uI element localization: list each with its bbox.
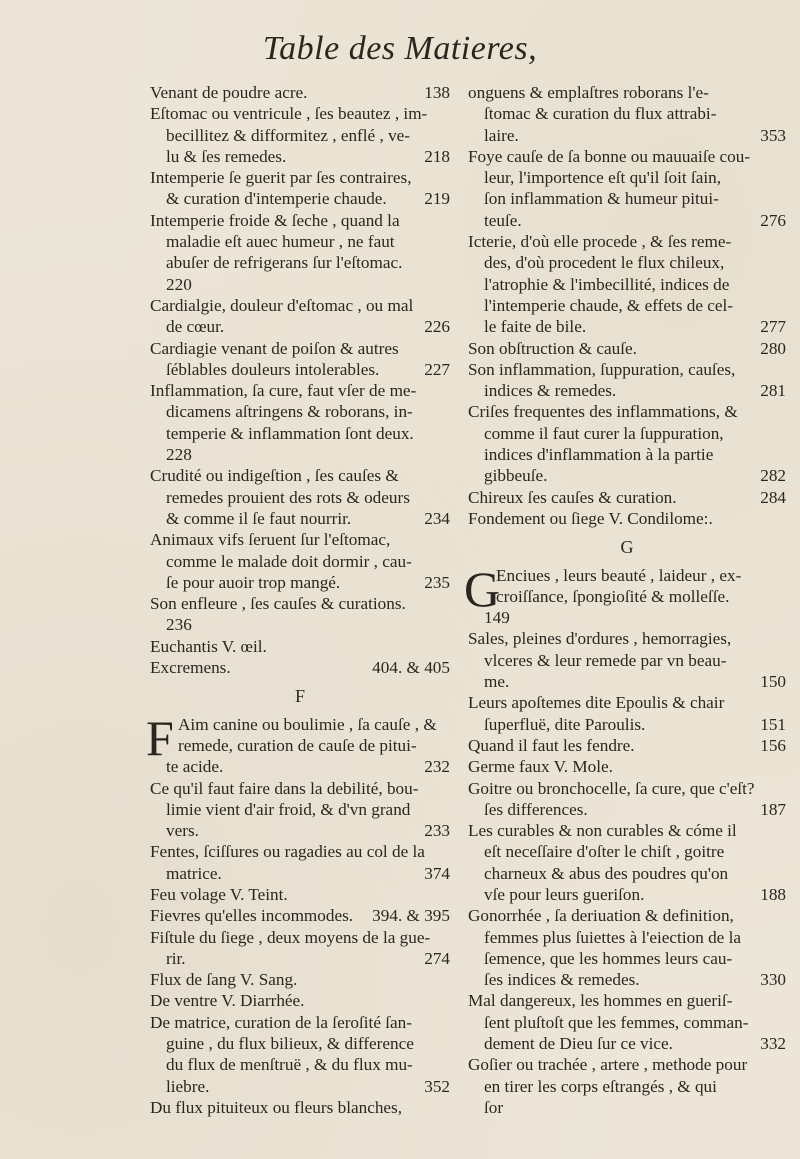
entry-text: Du flux pituiteux ou fleurs blanches, [150, 1097, 403, 1117]
entry-line [150, 905, 450, 926]
page-number: 332 [760, 1034, 786, 1054]
entry-line [468, 252, 786, 273]
entry-text: 236 [166, 615, 192, 635]
index-entry [150, 167, 450, 210]
index-entry [150, 82, 450, 103]
entry-line [150, 380, 450, 401]
index-entry [150, 905, 450, 926]
entry-text: becillitez & difformitez , enflé , ve- [166, 125, 411, 145]
entry-text: gibbeuſe. [484, 466, 548, 486]
entry-line [150, 274, 450, 295]
entry-text: liebre. [166, 1076, 210, 1096]
entry-text: le faite de bile. [484, 317, 587, 337]
entry-line [150, 778, 450, 799]
entry-text: comme il faut curer la ſuppuration, [484, 423, 724, 443]
entry-line [150, 465, 450, 486]
entry-line [150, 231, 450, 252]
entry-line [468, 125, 786, 146]
entry-line [468, 756, 786, 777]
left-column [146, 82, 450, 1118]
entry-text: matrice. [166, 863, 222, 883]
index-entry [150, 841, 450, 884]
entry-line [150, 167, 450, 188]
entry-text: remedes prouient des rots & odeurs [166, 487, 410, 507]
page-number: 233 [424, 821, 450, 841]
entry-line [468, 401, 786, 422]
entry-line [150, 295, 450, 316]
page-number: 374 [424, 863, 450, 883]
page-number: 138 [424, 83, 450, 102]
entry-text: Inflammation, ſa cure, faut vſer de me- [150, 381, 417, 401]
entry-text: Foye cauſe de ſa bonne ou mauuaiſe cou- [468, 146, 751, 166]
page-number: 150 [760, 672, 786, 692]
page-number: 188 [760, 884, 786, 904]
entry-text: l'atrophie & l'imbecillité, indices de [484, 274, 730, 294]
entry-line [150, 401, 450, 422]
entry-text: Intemperie froide & ſeche , quand la [150, 210, 400, 230]
index-entry [468, 508, 786, 529]
index-entry [150, 465, 450, 529]
entry-text: abuſer de refrigerans ſur l'eſtomac. [166, 253, 403, 273]
index-entry [150, 529, 450, 593]
page-number: 235 [424, 572, 450, 592]
entry-line [150, 529, 450, 550]
entry-text: femmes plus ſuiettes à l'eiection de la [484, 927, 742, 947]
entry-line [150, 799, 450, 820]
page-number: 330 [760, 970, 786, 990]
index-entry [468, 820, 786, 905]
entry-text: Ce qu'il faut faire dans la debilité, bou- [150, 778, 419, 798]
entry-line [468, 990, 786, 1011]
entry-line [468, 82, 786, 103]
entry-text: ſes differences. [484, 799, 588, 819]
index-entry [468, 628, 786, 692]
entry-text: maladie eſt auec humeur , ne faut [166, 232, 395, 252]
entry-text: eſt neceſſaire d'oſter le chiſt , goitre [484, 842, 725, 862]
entry-line [468, 274, 786, 295]
entry-text: Goſier ou trachée , artere , methode pour [468, 1055, 748, 1075]
entry-line [150, 82, 450, 103]
entry-text: limie vient d'air froid, & d'vn grand [166, 799, 411, 819]
entry-line [468, 820, 786, 841]
index-entry [150, 657, 450, 678]
entry-line [468, 295, 786, 316]
entry-text: & curation d'intemperie chaude. [166, 189, 387, 209]
entry-text: Goitre ou bronchocelle, ſa cure, que c'eſt? [468, 778, 755, 798]
entry-text: Feu volage V. Teint. [150, 884, 288, 904]
entry-line [150, 714, 450, 735]
page-number: 282 [760, 466, 786, 486]
index-entry [150, 990, 450, 1011]
entry-text: Intemperie ſe guerit par ſes contraires, [150, 168, 412, 188]
entry-text: Gonorrhée , ſa deriuation & definition, [468, 906, 734, 926]
page-number: 226 [424, 317, 450, 337]
index-entry [468, 778, 786, 821]
page-number: 274 [424, 948, 450, 968]
entry-text: de cœur. [166, 317, 225, 337]
entry-line [150, 593, 450, 614]
entry-text: Chireux ſes cauſes & curation. [468, 487, 677, 507]
index-entry [146, 709, 450, 778]
entry-text: des, d'où procedent le flux chileux, [484, 253, 725, 273]
entry-text: ſes indices & remedes. [484, 970, 640, 990]
entry-line [468, 778, 786, 799]
entry-text: temperie & inflammation ſont deux. [166, 423, 414, 443]
entry-line [468, 380, 786, 401]
entry-text: De ventre V. Diarrhée. [150, 991, 305, 1011]
drop-cap: G [464, 560, 501, 617]
running-head: Table des Matieres, [262, 30, 538, 67]
entry-line [468, 905, 786, 926]
entry-text: Les curables & non curables & cóme il [468, 821, 737, 841]
entry-text: Icterie, d'où elle procede , & ſes reme- [468, 232, 732, 252]
entry-line [468, 565, 786, 586]
entry-line [468, 146, 786, 167]
index-entry [468, 487, 786, 508]
section-letter-f: F [294, 686, 305, 707]
index-entry [150, 593, 450, 636]
index-entry [468, 359, 786, 402]
entry-text: dicamens aſtringens & roborans, in- [166, 402, 413, 422]
entry-line [150, 210, 450, 231]
entry-text: Fondement ou ſiege V. Condilome:. [468, 508, 713, 528]
entry-text: Mal dangereux, les hommes en gueriſ- [468, 991, 733, 1011]
entry-text: me. [484, 672, 510, 692]
entry-line [150, 636, 450, 657]
page-number: 218 [424, 146, 450, 166]
page-number: 284 [760, 487, 786, 507]
entry-text: vlceres & leur remede par vn beau- [484, 650, 727, 670]
entry-line [468, 1097, 786, 1118]
entry-line [468, 586, 786, 607]
entry-text: Son inflammation, ſuppuration, cauſes, [468, 359, 736, 379]
page-number: 277 [760, 317, 786, 337]
entry-text: Fiſtule du ſiege , deux moyens de la gue- [150, 927, 431, 947]
entry-line [468, 969, 786, 990]
right-entries-g [464, 560, 786, 1119]
entry-text: Enciues , leurs beauté , laideur , ex- [496, 565, 742, 585]
entry-text: ſon inflammation & humeur pitui- [484, 189, 719, 209]
page-number: 281 [760, 381, 786, 401]
entry-line [150, 735, 450, 756]
index-entry [468, 231, 786, 337]
entry-text: ſuperfluë, dite Paroulis. [484, 714, 646, 734]
entry-line [150, 990, 450, 1011]
entry-text: Fentes, ſciſſures ou ragadies au col de la [150, 842, 425, 862]
entry-text: lu & ſes remedes. [166, 146, 287, 166]
entry-line [468, 423, 786, 444]
entry-line [150, 487, 450, 508]
index-entry [468, 756, 786, 777]
entry-text: ſor [484, 1097, 504, 1117]
index-entry [150, 380, 450, 465]
entry-text: Animaux vifs ſeruent ſur l'eſtomac, [150, 530, 391, 550]
index-entry [150, 295, 450, 338]
entry-text: rir. [166, 948, 186, 968]
left-entries-f [146, 709, 450, 1119]
entry-text: Aim canine ou boulimie , ſa cauſe , & [178, 714, 437, 734]
page-number: 151 [760, 714, 786, 734]
entry-line [150, 1076, 450, 1097]
entry-line [468, 628, 786, 649]
entry-text: Fievres qu'elles incommodes. [150, 906, 354, 926]
entry-line [150, 316, 450, 337]
page-number: 280 [760, 338, 786, 358]
entry-text: ſéblables douleurs intolerables. [166, 359, 380, 379]
page-number: 234 [424, 508, 450, 528]
entry-text: du flux de menſtruë , & du flux mu- [166, 1055, 413, 1075]
entry-text: laire. [484, 125, 519, 145]
entry-line [468, 167, 786, 188]
entry-line [150, 338, 450, 359]
index-entry [150, 1097, 450, 1118]
entry-line [150, 948, 450, 969]
entry-line [150, 423, 450, 444]
entry-line [468, 508, 786, 529]
page-number: 394. & 395 [372, 906, 450, 926]
index-entry [468, 401, 786, 486]
index-entry [150, 338, 450, 381]
entry-line [468, 444, 786, 465]
entry-text: dement de Dieu ſur ce vice. [484, 1034, 673, 1054]
entry-line [468, 948, 786, 969]
entry-line [150, 444, 450, 465]
index-entry [468, 735, 786, 756]
entry-text: Euchantis V. œil. [150, 636, 267, 656]
page-number: 219 [424, 189, 450, 209]
entry-text: Cardiagie venant de poiſon & autres [150, 338, 399, 358]
entry-text: De matrice, curation de la ſeroſité ſan- [150, 1012, 412, 1032]
index-entry [468, 692, 786, 735]
entry-text: Quand il faut les fendre. [468, 735, 635, 755]
entry-text: Sales, pleines d'ordures , hemorragies, [468, 629, 732, 649]
entry-text: 220 [166, 274, 192, 294]
entry-text: guine , du flux bilieux, & difference [166, 1034, 414, 1054]
entry-text: comme le malade doit dormir , cau- [166, 551, 412, 571]
entry-text: indices & remedes. [484, 381, 617, 401]
index-entry [150, 636, 450, 657]
entry-text: teuſe. [484, 210, 522, 230]
entry-text: charneux & abus des poudres qu'on [484, 863, 729, 883]
entry-text: indices d'inflammation à la partie [484, 445, 714, 465]
entry-text: Germe faux V. Mole. [468, 757, 613, 777]
section-letter-g: G [620, 537, 634, 558]
drop-cap: F [146, 709, 174, 766]
entry-text: Son enfleure , ſes cauſes & curations. [150, 594, 406, 614]
index-entry [464, 560, 786, 629]
index-entry [150, 884, 450, 905]
entry-text: Excremens. [150, 658, 231, 678]
entry-line [468, 359, 786, 380]
entry-line [150, 614, 450, 635]
entry-line [150, 657, 450, 678]
entry-line [150, 252, 450, 273]
entry-text: Eſtomac ou ventricule , ſes beautez , im- [150, 104, 428, 124]
index-entry [150, 103, 450, 167]
entry-line [150, 927, 450, 948]
entry-line [468, 607, 786, 628]
index-entry [468, 338, 786, 359]
entry-line [468, 1033, 786, 1054]
entry-line [150, 572, 450, 593]
entry-line [468, 841, 786, 862]
entry-text: l'intemperie chaude, & effets de cel- [484, 295, 734, 315]
entry-line [468, 1054, 786, 1075]
entry-line [468, 188, 786, 209]
entry-line [150, 1012, 450, 1033]
entry-line [150, 551, 450, 572]
entry-line [150, 1097, 450, 1118]
entry-line [468, 671, 786, 692]
index-entry [150, 969, 450, 990]
entry-text: Cardialgie, douleur d'eſtomac , ou mal [150, 295, 414, 315]
entry-line [150, 863, 450, 884]
entry-text: Son obſtruction & cauſe. [468, 338, 637, 358]
entry-text: onguens & emplaſtres roborans l'e- [468, 83, 709, 102]
page-number: 353 [760, 125, 786, 145]
entry-line [150, 884, 450, 905]
page-number: 227 [424, 359, 450, 379]
index-entry [150, 210, 450, 295]
entry-text: Criſes frequentes des inflammations, & [468, 402, 738, 422]
entry-text: Venant de poudre acre. [150, 83, 308, 102]
entry-text: remede, curation de cauſe de pitui- [178, 735, 417, 755]
entry-text: croiſſance, ſpongioſité & molleſſe. [496, 586, 730, 606]
index-entry [150, 927, 450, 970]
page-number: 187 [760, 799, 786, 819]
right-entries [468, 82, 786, 529]
entry-line [150, 1054, 450, 1075]
entry-text: leur, l'importence eſt qu'il ſoit ſain, [484, 168, 721, 188]
entry-text: vers. [166, 821, 199, 841]
entry-line [150, 103, 450, 124]
index-entry [468, 1054, 786, 1118]
entry-line [150, 146, 450, 167]
entry-text: ſemence, que les hommes leurs cau- [484, 948, 733, 968]
entry-text: Flux de ſang V. Sang. [150, 970, 298, 990]
entry-line [150, 188, 450, 209]
entry-line [468, 1012, 786, 1033]
page-number: 232 [424, 757, 450, 777]
page-number: 404. & 405 [372, 658, 450, 678]
entry-line [468, 863, 786, 884]
entry-line [468, 210, 786, 231]
entry-line [468, 103, 786, 124]
index-entry [468, 905, 786, 990]
entry-line [468, 231, 786, 252]
entry-line [468, 735, 786, 756]
entry-text: 228 [166, 445, 192, 465]
entry-line [150, 969, 450, 990]
page-number: 156 [760, 735, 786, 755]
entry-line [468, 884, 786, 905]
index-entry [150, 1012, 450, 1097]
entry-line [468, 714, 786, 735]
entry-text: Leurs apoſtemes dite Epoulis & chair [468, 693, 725, 713]
entry-text: 149 [484, 608, 510, 628]
entry-line [468, 487, 786, 508]
entry-text: Crudité ou indigeſtion , ſes cauſes & [150, 466, 399, 486]
entry-text: ſe pour auoir trop mangé. [166, 572, 341, 592]
entry-line [468, 927, 786, 948]
page-number: 352 [424, 1076, 450, 1096]
entry-line [468, 1076, 786, 1097]
entry-text: ſent pluſtoſt que les femmes, comman- [484, 1012, 749, 1032]
entry-line [468, 650, 786, 671]
entry-line [468, 799, 786, 820]
entry-text: ſtomac & curation du flux attrabi- [484, 104, 717, 124]
entry-line [468, 692, 786, 713]
left-entries [150, 82, 450, 678]
entry-line [468, 316, 786, 337]
index-entry [468, 990, 786, 1054]
index-entry [468, 146, 786, 231]
entry-line [150, 508, 450, 529]
entry-text: vſe pour leurs gueriſon. [484, 884, 645, 904]
entry-line [150, 820, 450, 841]
entry-text: & comme il ſe faut nourrir. [166, 508, 352, 528]
entry-line [150, 125, 450, 146]
entry-line [150, 1033, 450, 1054]
entry-line [150, 756, 450, 777]
entry-line [150, 841, 450, 862]
entry-text: en tirer les corps eſtrangés , & qui [484, 1076, 717, 1096]
entry-line [150, 359, 450, 380]
right-column [464, 82, 786, 1118]
index-entry [150, 778, 450, 842]
entry-line [468, 338, 786, 359]
index-entry [468, 82, 786, 146]
entry-text: te acide. [166, 757, 224, 777]
entry-line [468, 465, 786, 486]
page-number: 276 [760, 210, 786, 230]
